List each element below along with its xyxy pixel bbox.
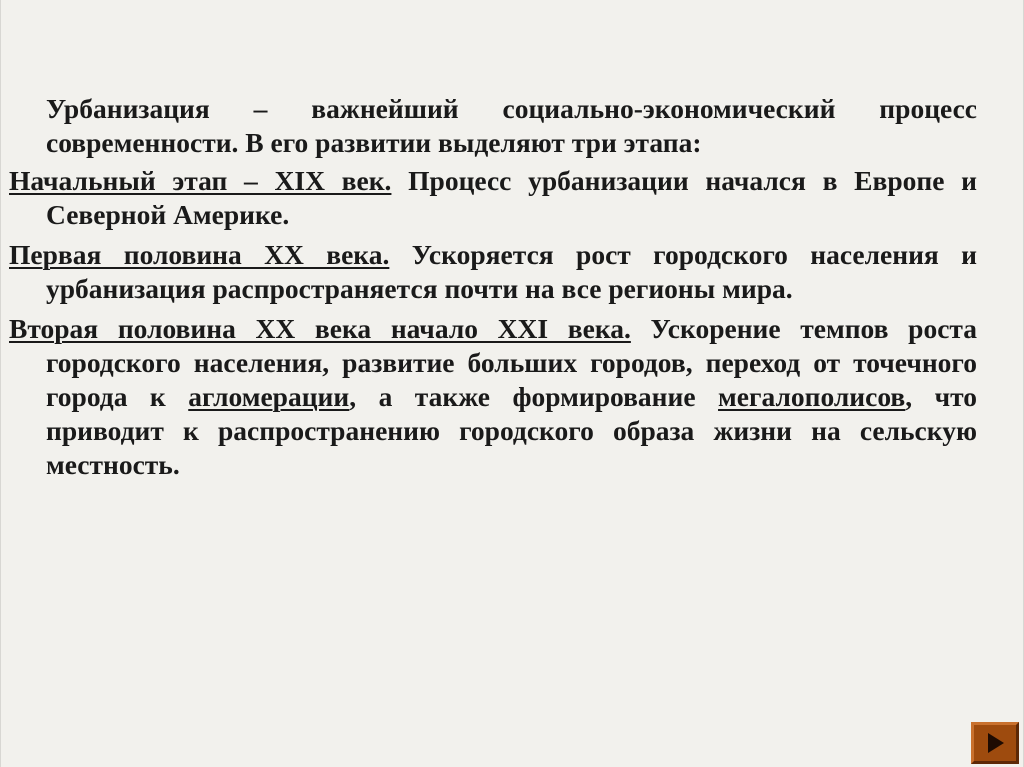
stage-2-heading: Первая половина XX века. [9, 239, 390, 270]
stage-1-heading: Начальный этап – XIX век. [9, 165, 392, 196]
stage-3-heading: Вторая половина XX века начало XXI века. [9, 313, 631, 344]
paragraph-intro [9, 92, 977, 160]
stage-1-text: Процесс урбанизации начался в Европе и Северной Америке. [46, 165, 977, 230]
megalopolis-link[interactable]: мегалополисов [718, 381, 906, 412]
intro-text: Урбанизация – важнейший социально-экономический процесс современности. В его развитии выделяют три этапа: [46, 93, 977, 158]
paragraph-stage-1 [9, 164, 977, 232]
agglomeration-link[interactable]: агломерации [188, 381, 350, 412]
paragraph-stage-3 [9, 312, 977, 482]
paragraph-stage-2 [9, 238, 977, 306]
stage-2-text: Ускоряется рост городского населения и урбанизация распространяется почти на все регионы мира. [46, 239, 978, 304]
play-triangle-icon [988, 733, 1004, 753]
next-slide-button[interactable] [971, 722, 1019, 764]
slide-body [9, 92, 977, 488]
stage-3-text-part-3: , что приводит к распространению городского образа жизни на сельскую местность. [46, 381, 978, 480]
stage-3-text-part-2: , а также формирование [349, 381, 719, 412]
stage-3-text-part-1: Ускорение темпов роста городского населения, развитие больших городов, переход от точечного города к [46, 313, 977, 412]
